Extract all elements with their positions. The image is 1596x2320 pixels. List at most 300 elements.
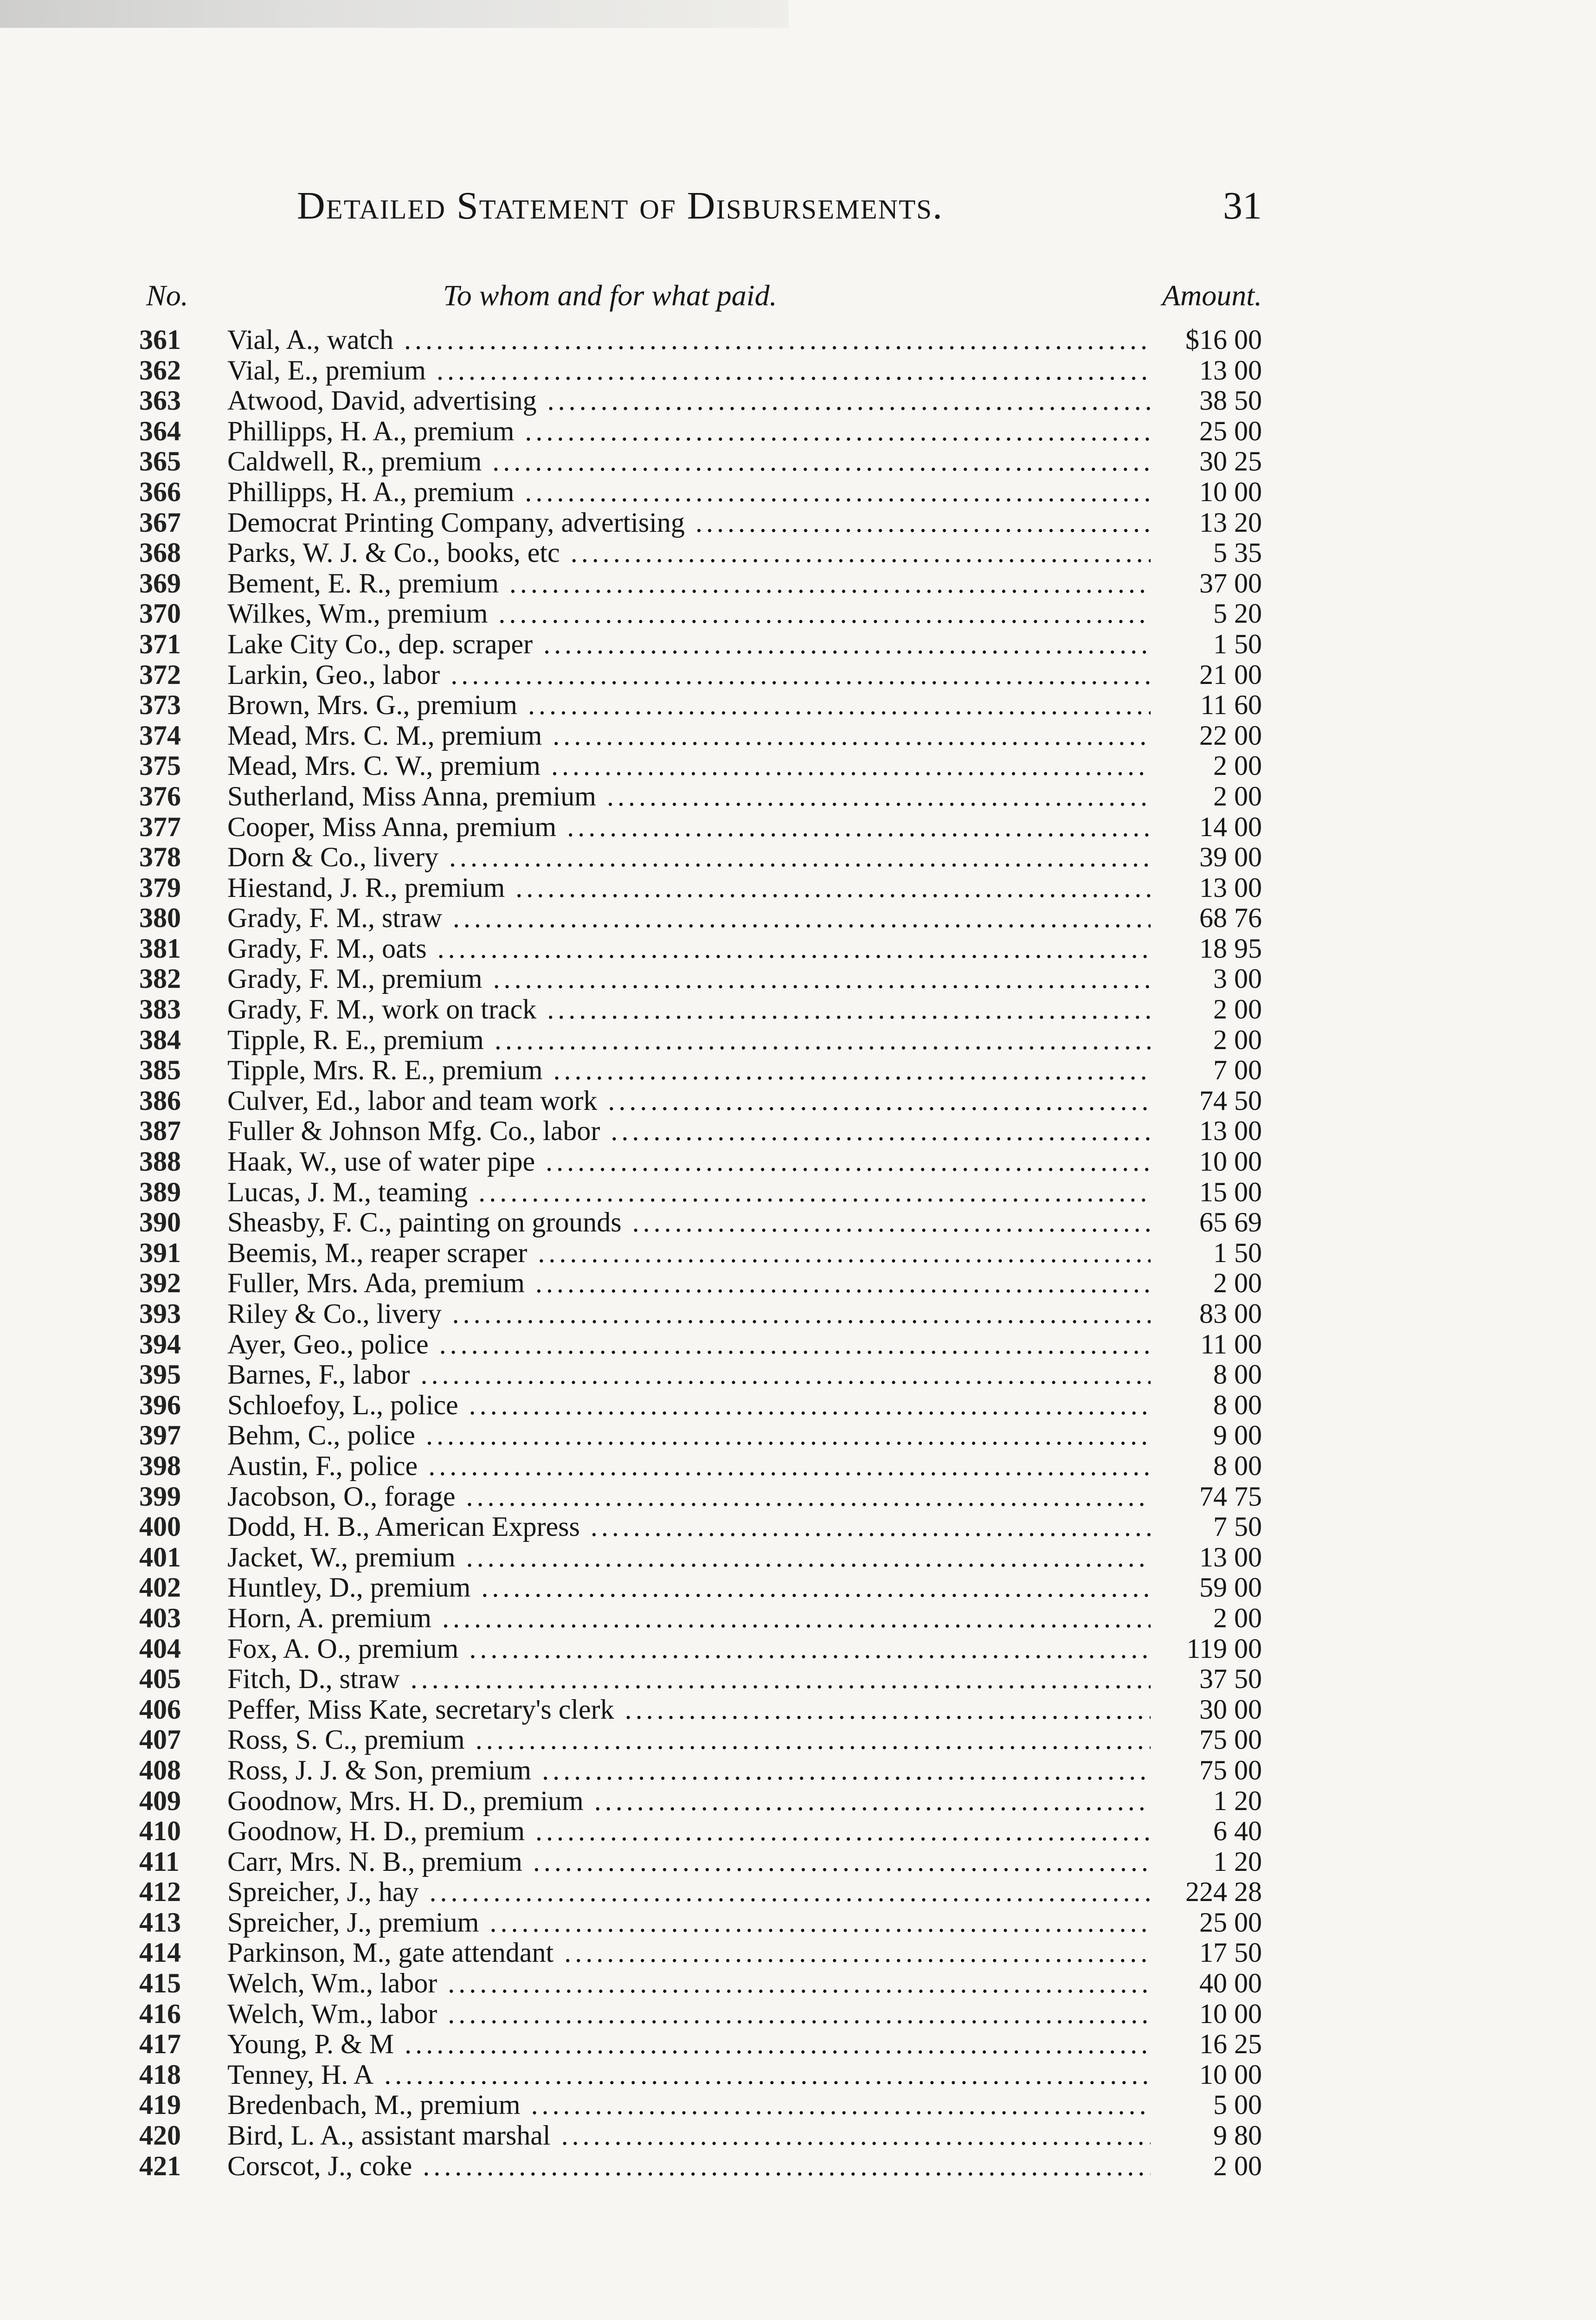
entry-amount: 10 00 (1151, 477, 1262, 508)
entry-number: 402 (139, 1572, 181, 1603)
entry-number: 387 (139, 1115, 181, 1147)
entry-description: Goodnow, H. D., premium (227, 1816, 525, 1847)
table-row (139, 1938, 1262, 1968)
entry-description: Grady, F. M., straw (227, 903, 442, 934)
entry-number: 370 (139, 598, 181, 629)
entry-number: 375 (139, 750, 181, 781)
entry-description: Goodnow, Mrs. H. D., premium (227, 1785, 584, 1816)
entry-description-leader (227, 1755, 1155, 1786)
entry-amount: 74 50 (1151, 1086, 1262, 1116)
entry-number: 401 (139, 1541, 181, 1572)
entry-number: 365 (139, 446, 181, 477)
entry-description-leader (227, 629, 1155, 660)
table-row (139, 751, 1262, 781)
entry-number: 367 (139, 507, 181, 538)
entry-description: Fox, A. O., premium (227, 1633, 459, 1664)
table-row (139, 690, 1262, 721)
table-row (139, 508, 1262, 538)
entry-description-leader (227, 1207, 1155, 1238)
table-row (139, 2090, 1262, 2120)
entry-amount: 13 00 (1151, 1116, 1262, 1147)
table-row (139, 1390, 1262, 1421)
entry-number: 383 (139, 994, 181, 1025)
entry-description: Huntley, D., premium (227, 1572, 471, 1603)
entry-description: Lake City Co., dep. scraper (227, 629, 533, 659)
entry-description-leader (227, 1086, 1155, 1116)
entry-description-leader (227, 1299, 1155, 1329)
entry-description: Caldwell, R., premium (227, 446, 482, 477)
entry-number: 372 (139, 659, 181, 690)
page-number: 31 (1223, 184, 1262, 227)
entry-description-leader (227, 1055, 1155, 1086)
page-header (297, 183, 1262, 234)
entry-number: 381 (139, 933, 181, 964)
entry-amount: 1 20 (1151, 1847, 1262, 1877)
entry-description-leader (227, 477, 1155, 508)
entry-number: 394 (139, 1328, 181, 1360)
entry-number: 389 (139, 1176, 181, 1207)
entry-amount: 5 35 (1151, 538, 1262, 568)
entry-description-leader (227, 1664, 1155, 1695)
entry-description: Ross, J. J. & Son, premium (227, 1755, 532, 1785)
entry-number: 412 (139, 1876, 181, 1908)
table-row (139, 599, 1262, 629)
entry-description: Spreicher, J., premium (227, 1907, 479, 1938)
entry-description: Phillipps, H. A., premium (227, 477, 515, 507)
entry-amount: 3 00 (1151, 964, 1262, 994)
entry-number: 413 (139, 1907, 181, 1938)
entry-amount: 37 00 (1151, 568, 1262, 599)
entry-number: 380 (139, 902, 181, 934)
entry-amount: 40 00 (1151, 1968, 1262, 1999)
table-row (139, 1207, 1262, 1238)
entry-description-leader (227, 1116, 1155, 1147)
disbursement-table (139, 325, 1262, 2181)
table-row (139, 538, 1262, 568)
entry-amount: 37 50 (1151, 1664, 1262, 1695)
entry-description-leader (227, 325, 1155, 355)
entry-description: Grady, F. M., work on track (227, 994, 537, 1025)
entry-number: 378 (139, 842, 181, 873)
entry-number: 404 (139, 1633, 181, 1664)
page-title: Detailed Statement of Disbursements. (297, 184, 943, 227)
entry-description: Welch, Wm., labor (227, 1998, 438, 2029)
entry-number: 392 (139, 1268, 181, 1299)
table-row (139, 355, 1262, 386)
table-row (139, 1664, 1262, 1695)
table-row (139, 1147, 1262, 1177)
entry-amount: 8 00 (1151, 1360, 1262, 1390)
entry-description-leader (227, 386, 1155, 416)
entry-description: Jacobson, O., forage (227, 1481, 456, 1512)
entry-description: Parkinson, M., gate attendant (227, 1938, 554, 1968)
entry-description: Larkin, Geo., labor (227, 659, 440, 690)
entry-description-leader (227, 1786, 1155, 1817)
entry-number: 407 (139, 1724, 181, 1755)
entry-amount: 25 00 (1151, 416, 1262, 447)
entry-description-leader (227, 1816, 1155, 1847)
entry-number: 395 (139, 1359, 181, 1390)
entry-description-leader (227, 1268, 1155, 1299)
entry-description-leader (227, 812, 1155, 843)
entry-description-leader (227, 1968, 1155, 1999)
entry-description: Lucas, J. M., teaming (227, 1177, 468, 1207)
entry-number: 385 (139, 1055, 181, 1086)
entry-description-leader (227, 1177, 1155, 1208)
entry-description-leader (227, 842, 1155, 873)
table-row (139, 1725, 1262, 1755)
table-row (139, 842, 1262, 873)
table-row (139, 1877, 1262, 1908)
entry-amount: 10 00 (1151, 2060, 1262, 2090)
entry-number: 416 (139, 1998, 181, 2029)
entry-number: 405 (139, 1663, 181, 1695)
column-header-no: No. (146, 279, 188, 312)
entry-number: 398 (139, 1450, 181, 1481)
table-row (139, 416, 1262, 447)
entry-number: 374 (139, 720, 181, 751)
entry-description-leader (227, 2151, 1155, 2182)
entry-description: Tipple, Mrs. R. E., premium (227, 1055, 543, 1086)
table-row (139, 1755, 1262, 1786)
entry-amount: 7 50 (1151, 1512, 1262, 1542)
table-row (139, 1025, 1262, 1056)
entry-description: Vial, E., premium (227, 355, 426, 386)
entry-amount: 74 75 (1151, 1482, 1262, 1512)
table-row (139, 781, 1262, 812)
entry-number: 390 (139, 1207, 181, 1238)
entry-amount: 22 00 (1151, 721, 1262, 751)
entry-description-leader (227, 1512, 1155, 1542)
table-row (139, 1572, 1262, 1603)
entry-number: 411 (139, 1846, 180, 1877)
table-row (139, 1116, 1262, 1147)
entry-amount: $16 00 (1151, 325, 1262, 355)
entry-description-leader (227, 446, 1155, 477)
entry-description: Brown, Mrs. G., premium (227, 690, 517, 721)
entry-amount: 1 50 (1151, 629, 1262, 660)
entry-amount: 2 00 (1151, 2151, 1262, 2182)
entry-description-leader (227, 1908, 1155, 1938)
entry-description-leader (227, 1572, 1155, 1603)
table-row (139, 873, 1262, 903)
entry-description-leader (227, 873, 1155, 903)
entry-amount: 10 00 (1151, 1147, 1262, 1177)
table-row (139, 1512, 1262, 1542)
column-header-to-whom: To whom and for what paid. (443, 279, 777, 312)
entry-description: Carr, Mrs. N. B., premium (227, 1846, 522, 1877)
table-row (139, 1238, 1262, 1269)
entry-description-leader (227, 2090, 1155, 2120)
table-row (139, 2060, 1262, 2090)
entry-description: Welch, Wm., labor (227, 1968, 438, 1999)
entry-amount: 224 28 (1151, 1877, 1262, 1908)
entry-description-leader (227, 1725, 1155, 1755)
entry-description: Haak, W., use of water pipe (227, 1147, 535, 1177)
entry-description: Spreicher, J., hay (227, 1877, 419, 1908)
entry-description: Atwood, David, advertising (227, 386, 537, 416)
entry-amount: 2 00 (1151, 994, 1262, 1025)
entry-amount: 5 00 (1151, 2090, 1262, 2120)
entry-amount: 13 00 (1151, 873, 1262, 903)
entry-number: 391 (139, 1237, 181, 1268)
entry-amount: 8 00 (1151, 1390, 1262, 1421)
entry-amount: 2 00 (1151, 1268, 1262, 1299)
entry-number: 418 (139, 2059, 181, 2090)
entry-number: 362 (139, 354, 181, 386)
entry-amount: 2 00 (1151, 1025, 1262, 1056)
entry-number: 415 (139, 1968, 181, 1999)
entry-number: 408 (139, 1754, 181, 1785)
entry-description: Cooper, Miss Anna, premium (227, 812, 557, 842)
entry-amount: 13 00 (1151, 1542, 1262, 1573)
table-row (139, 1816, 1262, 1847)
entry-number: 406 (139, 1694, 181, 1725)
entry-description-leader (227, 1695, 1155, 1725)
entry-number: 384 (139, 1024, 181, 1055)
entry-description-leader (227, 1329, 1155, 1360)
table-row (139, 1451, 1262, 1482)
table-row (139, 1268, 1262, 1299)
entry-amount: 9 00 (1151, 1420, 1262, 1451)
entry-description-leader (227, 355, 1155, 386)
entry-number: 366 (139, 476, 181, 507)
entry-amount: 8 00 (1151, 1451, 1262, 1482)
entry-amount: 65 69 (1151, 1207, 1262, 1238)
entry-description-leader (227, 903, 1155, 934)
entry-description: Barnes, F., labor (227, 1360, 410, 1390)
entry-description: Wilkes, Wm., premium (227, 599, 488, 629)
table-row (139, 934, 1262, 964)
entry-description-leader (227, 660, 1155, 690)
entry-description: Ross, S. C., premium (227, 1725, 465, 1755)
entry-number: 410 (139, 1816, 181, 1847)
entry-description-leader (227, 1025, 1155, 1056)
table-row (139, 2151, 1262, 2182)
entry-amount: 17 50 (1151, 1938, 1262, 1968)
entry-description: Tipple, R. E., premium (227, 1025, 484, 1055)
entry-amount: 13 20 (1151, 508, 1262, 538)
entry-description-leader (227, 1420, 1155, 1451)
entry-description: Dodd, H. B., American Express (227, 1512, 580, 1542)
entry-number: 417 (139, 2029, 181, 2060)
entry-description: Austin, F., police (227, 1450, 418, 1481)
table-row (139, 1299, 1262, 1329)
entry-number: 403 (139, 1602, 181, 1633)
entry-amount: 13 00 (1151, 355, 1262, 386)
table-row (139, 1177, 1262, 1208)
entry-amount: 6 40 (1151, 1816, 1262, 1847)
entry-description: Bredenbach, M., premium (227, 2090, 521, 2120)
entry-description: Behm, C., police (227, 1420, 415, 1451)
entry-description: Sutherland, Miss Anna, premium (227, 781, 596, 812)
entry-description: Sheasby, F. C., painting on grounds (227, 1207, 622, 1238)
entry-description: Bement, E. R., premium (227, 568, 499, 599)
table-row (139, 325, 1262, 355)
table-row (139, 660, 1262, 690)
entry-description: Horn, A. premium (227, 1603, 431, 1633)
entry-description-leader (227, 1360, 1155, 1390)
entry-amount: 1 50 (1151, 1238, 1262, 1269)
entry-number: 382 (139, 963, 181, 994)
entry-number: 396 (139, 1389, 181, 1420)
entry-description: Fuller & Johnson Mfg. Co., labor (227, 1116, 600, 1147)
entry-number: 386 (139, 1085, 181, 1116)
entry-amount: 30 25 (1151, 446, 1262, 477)
entry-number: 397 (139, 1420, 181, 1451)
entry-description-leader (227, 781, 1155, 812)
entry-amount: 15 00 (1151, 1177, 1262, 1208)
table-row (139, 812, 1262, 843)
entry-description: Peffer, Miss Kate, secretary's clerk (227, 1694, 614, 1725)
entry-description: Schloefoy, L., police (227, 1390, 458, 1420)
table-row (139, 2029, 1262, 2060)
table-row (139, 903, 1262, 934)
entry-description: Phillipps, H. A., premium (227, 416, 515, 446)
table-row (139, 721, 1262, 751)
entry-description-leader (227, 1938, 1155, 1968)
entry-amount: 14 00 (1151, 812, 1262, 843)
entry-number: 419 (139, 2089, 181, 2120)
entry-amount: 11 00 (1151, 1329, 1262, 1360)
entry-amount: 10 00 (1151, 1999, 1262, 2030)
entry-number: 409 (139, 1785, 181, 1816)
entry-number: 364 (139, 415, 181, 446)
entry-description-leader (227, 2060, 1155, 2090)
table-row (139, 1968, 1262, 1999)
entry-description: Fuller, Mrs. Ada, premium (227, 1268, 525, 1299)
entry-description-leader (227, 1482, 1155, 1512)
entry-amount: 2 00 (1151, 751, 1262, 781)
table-row (139, 629, 1262, 660)
entry-description-leader (227, 1451, 1155, 1482)
table-row (139, 1786, 1262, 1817)
table-row (139, 1603, 1262, 1634)
table-row (139, 568, 1262, 599)
entry-number: 393 (139, 1298, 181, 1329)
entry-description-leader (227, 934, 1155, 964)
entry-description-leader (227, 1603, 1155, 1634)
entry-number: 379 (139, 872, 181, 903)
entry-description-leader (227, 721, 1155, 751)
entry-description: Hiestand, J. R., premium (227, 872, 505, 903)
entry-description-leader (227, 1238, 1155, 1269)
entry-amount: 21 00 (1151, 660, 1262, 690)
entry-number: 400 (139, 1511, 181, 1542)
entry-amount: 38 50 (1151, 386, 1262, 416)
table-row (139, 1086, 1262, 1116)
entry-description-leader (227, 568, 1155, 599)
entry-description: Mead, Mrs. C. W., premium (227, 751, 541, 781)
table-row (139, 2120, 1262, 2151)
table-row (139, 1482, 1262, 1512)
table-row (139, 446, 1262, 477)
entry-description: Riley & Co., livery (227, 1299, 442, 1329)
entry-amount: 2 00 (1151, 781, 1262, 812)
entry-description-leader (227, 416, 1155, 447)
table-row (139, 1695, 1262, 1725)
entry-description-leader (227, 994, 1155, 1025)
entry-number: 363 (139, 385, 181, 416)
entry-amount: 18 95 (1151, 934, 1262, 964)
entry-description-leader (227, 538, 1155, 568)
entry-description: Mead, Mrs. C. M., premium (227, 720, 542, 751)
entry-amount: 59 00 (1151, 1572, 1262, 1603)
entry-number: 388 (139, 1146, 181, 1177)
entry-description: Grady, F. M., premium (227, 964, 483, 994)
entry-description: Culver, Ed., labor and team work (227, 1085, 598, 1116)
entry-description-leader (227, 1147, 1155, 1177)
entry-number: 373 (139, 690, 181, 721)
scan-smudge-top (0, 0, 789, 28)
table-row (139, 386, 1262, 416)
entry-description: Beemis, M., reaper scraper (227, 1237, 528, 1268)
table-row (139, 1908, 1262, 1938)
entry-amount: 30 00 (1151, 1695, 1262, 1725)
entry-description-leader (227, 964, 1155, 994)
entry-amount: 16 25 (1151, 2029, 1262, 2060)
entry-description-leader (227, 1877, 1155, 1908)
entry-description: Parks, W. J. & Co., books, etc (227, 538, 560, 568)
entry-amount: 5 20 (1151, 599, 1262, 629)
entry-description: Grady, F. M., oats (227, 933, 427, 964)
entry-description: Vial, A., watch (227, 325, 393, 355)
table-row (139, 1999, 1262, 2030)
entry-number: 369 (139, 567, 181, 599)
entry-description-leader (227, 1390, 1155, 1421)
entry-number: 421 (139, 2150, 181, 2181)
entry-description: Corscot, J., coke (227, 2151, 412, 2181)
entry-description: Jacket, W., premium (227, 1542, 456, 1572)
entry-number: 376 (139, 780, 181, 812)
table-row (139, 1055, 1262, 1086)
entry-description: Young, P. & M (227, 2029, 394, 2060)
entry-number: 420 (139, 2120, 181, 2151)
entry-number: 371 (139, 628, 181, 659)
table-row (139, 477, 1262, 508)
entry-number: 361 (139, 324, 181, 355)
entry-amount: 25 00 (1151, 1908, 1262, 1938)
entry-description-leader (227, 1847, 1155, 1877)
entry-description-leader (227, 508, 1155, 538)
entry-description: Bird, L. A., assistant marshal (227, 2120, 551, 2151)
entry-description: Fitch, D., straw (227, 1664, 400, 1695)
entry-description-leader (227, 599, 1155, 629)
entry-description-leader (227, 2120, 1155, 2151)
entry-amount: 83 00 (1151, 1299, 1262, 1329)
entry-number: 399 (139, 1481, 181, 1512)
entry-description: Tenney, H. A (227, 2059, 374, 2090)
entry-description-leader (227, 1634, 1155, 1664)
table-row (139, 1847, 1262, 1877)
entry-description-leader (227, 2029, 1155, 2060)
entry-amount: 2 00 (1151, 1603, 1262, 1634)
entry-amount: 68 76 (1151, 903, 1262, 934)
entry-amount: 11 60 (1151, 690, 1262, 721)
entry-description: Ayer, Geo., police (227, 1329, 429, 1360)
column-header-amount: Amount. (1162, 279, 1262, 312)
entry-amount: 7 00 (1151, 1055, 1262, 1086)
entry-number: 414 (139, 1937, 181, 1968)
entry-amount: 75 00 (1151, 1755, 1262, 1786)
entry-description-leader (227, 1999, 1155, 2030)
entry-description-leader (227, 751, 1155, 781)
entry-amount: 9 80 (1151, 2120, 1262, 2151)
entry-amount: 39 00 (1151, 842, 1262, 873)
entry-description: Democrat Printing Company, advertising (227, 507, 685, 538)
table-row (139, 994, 1262, 1025)
entry-description-leader (227, 690, 1155, 721)
